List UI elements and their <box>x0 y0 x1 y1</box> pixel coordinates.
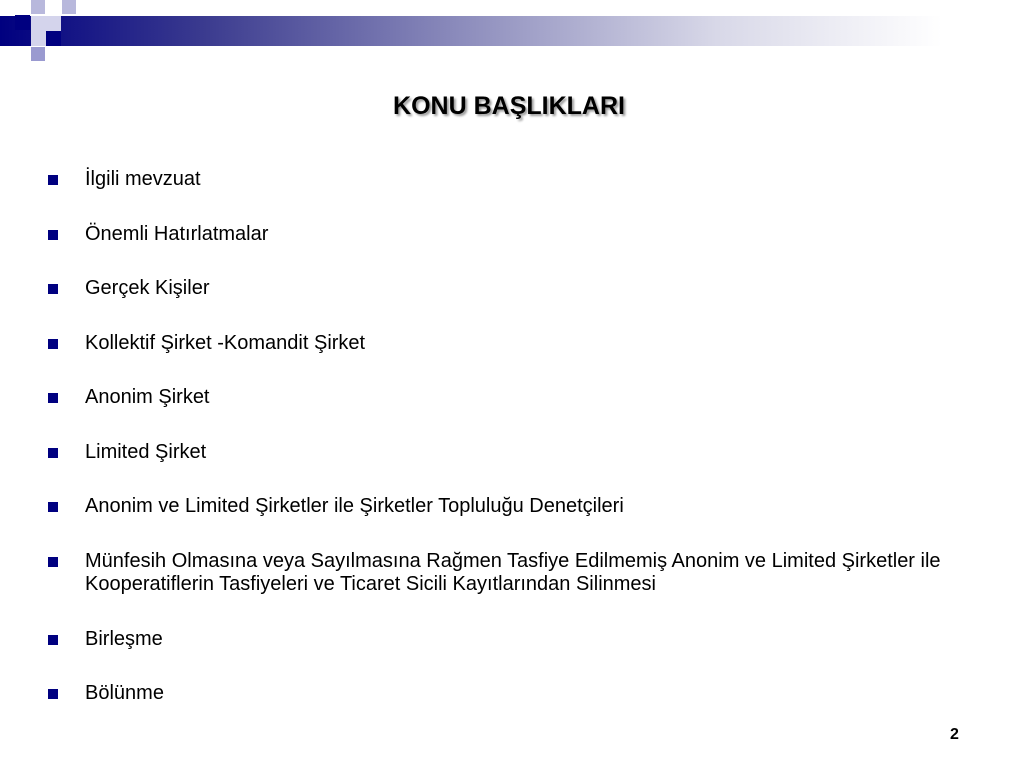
list-item <box>45 223 975 246</box>
list-item <box>45 168 975 191</box>
square-bullet-icon <box>48 393 58 403</box>
square-bullet-icon <box>48 230 58 240</box>
square-bullet-icon <box>48 339 58 349</box>
header-gradient-bar <box>0 16 1024 46</box>
list-item-label: Münfesih Olmasına veya Sayılmasına Rağmen Tasfiye Edilmemiş Anonim ve Limited Şirketler ile Kooperatiflerin Tasfiyeleri ve Ticaret Sicili Kayıtlarından Silinmesi <box>85 549 941 595</box>
list-item-label: Önemli Hatırlatmalar <box>85 222 269 245</box>
list-item <box>45 386 975 409</box>
list-item-label: İlgili mevzuat <box>85 168 201 190</box>
list-item-label: Limited Şirket <box>85 440 207 463</box>
list-item <box>45 628 975 651</box>
page-number: 2 <box>950 726 959 743</box>
decor-square-light-top <box>31 0 45 14</box>
list-item <box>45 332 975 355</box>
list-item-label: Gerçek Kişiler <box>85 277 210 299</box>
list-item-label: Anonim ve Limited Şirketler ile Şirketler Topluluğu Denetçileri <box>85 495 624 517</box>
slide-title: KONU BAŞLIKLARI <box>393 92 625 120</box>
list-item-label: Bölünme <box>85 682 164 704</box>
square-bullet-icon <box>48 448 58 458</box>
list-item <box>45 682 975 705</box>
list-item <box>45 441 975 464</box>
topic-list <box>45 168 975 737</box>
decor-square-navy-1 <box>15 15 30 30</box>
square-bullet-icon <box>48 284 58 294</box>
square-bullet-icon <box>48 635 58 645</box>
list-item-label: Birleşme <box>85 627 163 650</box>
decor-square-light-top-right <box>62 0 76 14</box>
list-item <box>45 495 975 518</box>
square-bullet-icon <box>48 175 58 185</box>
decor-square-light-bottom <box>31 47 45 61</box>
decor-square-navy-2 <box>46 31 61 46</box>
list-item-label: Anonim Şirket <box>85 386 210 408</box>
list-item <box>45 550 975 596</box>
square-bullet-icon <box>48 502 58 512</box>
square-bullet-icon <box>48 689 58 699</box>
list-item-label: Kollektif Şirket -Komandit Şirket <box>85 331 366 354</box>
square-bullet-icon <box>48 557 58 567</box>
list-item <box>45 277 975 300</box>
